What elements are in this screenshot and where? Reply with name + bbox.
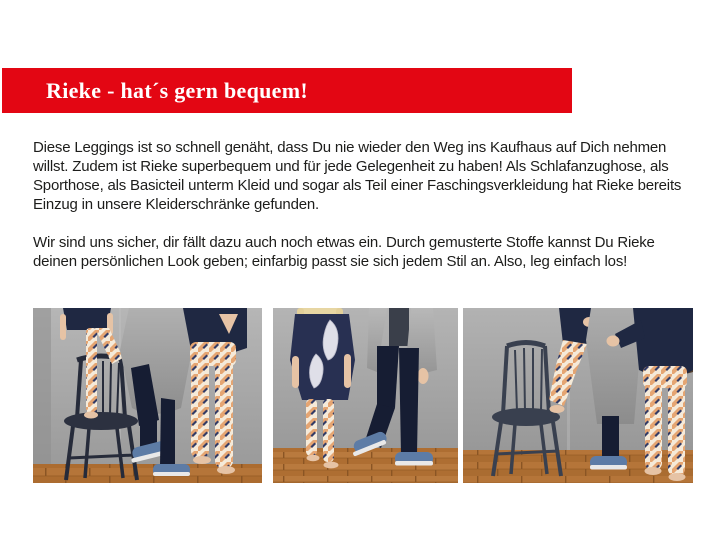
- photo-right-illustration: [463, 308, 693, 483]
- photo-leggings-right: [463, 308, 693, 483]
- photo-middle-illustration: [273, 308, 458, 483]
- photo-left-illustration: [33, 308, 262, 483]
- photo-leggings-left: [33, 308, 262, 483]
- page-title: Rieke - hat´s gern bequem!: [46, 77, 308, 103]
- paragraph-1: Diese Leggings ist so schnell genäht, dass Du nie wieder den Weg ins Kaufhaus auf Dich nehmen willst. Zudem ist Rieke superbequem und für jede Gelegenheit zu haben! Als Schlafanzughose, als Sporthose, als Basicteil unterm Kleid und sogar als Teil einer Faschingsverkleidung hat Rieke bereits Einzug in unsere Kleiderschränke gefunden.: [33, 139, 682, 213]
- paragraph-2: Wir sind uns sicher, dir fällt dazu auch noch etwas ein. Durch gemusterte Stoffe kannst Du Rieke deinen persönlichen Look geben; einfarbig passt sie sich jedem Stil an. Also, leg einfach los!: [33, 234, 655, 270]
- photo-leggings-middle: [273, 308, 458, 483]
